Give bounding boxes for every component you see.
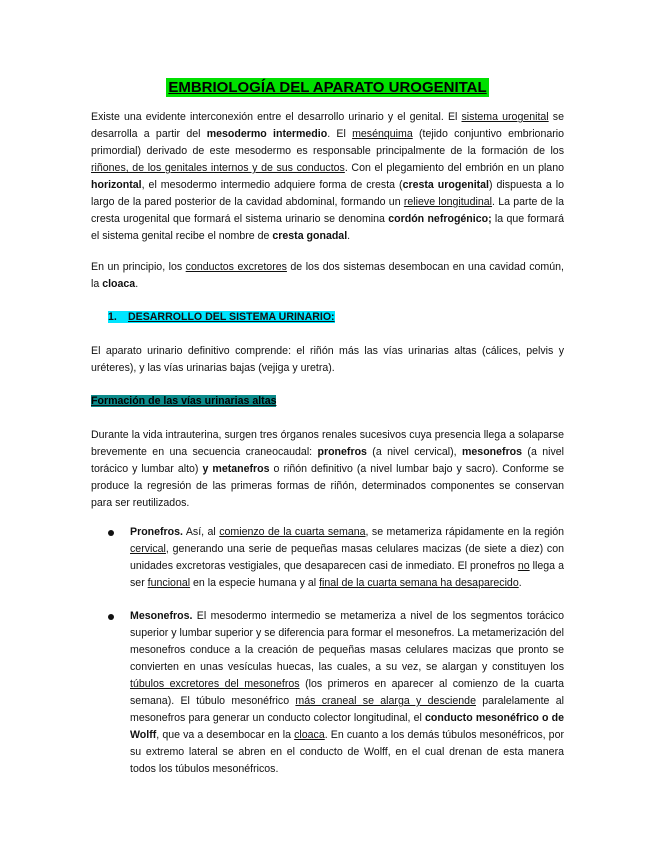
bold-text: mesonefros (462, 446, 523, 458)
underlined-text: no (517, 560, 530, 572)
text-run: En un principio, los (91, 261, 186, 273)
bold-text: Pronefros. (130, 526, 183, 538)
bold-text: pronefros (317, 446, 367, 458)
subheading-text: Formación de las vías urinarias altas (91, 395, 277, 407)
text-run: . En cuanto a los demás túbulos mesonéfricos, por su extremo lateral se abren en el conducto de Wolff, en el cual drenan de esta manera todos los túbulos mesonéfricos. (130, 729, 564, 775)
underlined-text: relieve longitudinal (403, 196, 492, 208)
text-run: paralelamente al mesonefros para generar un conducto colector longitudinal, el (130, 695, 564, 724)
text-run: . Con el plegamiento del embrión en un plano (344, 162, 564, 174)
cloaca-paragraph (91, 259, 564, 293)
section-heading-1 (108, 309, 335, 326)
underlined-text: sistema urogenital (461, 111, 549, 123)
text-run: (a nivel torácico y lumbar alto) (91, 446, 564, 475)
text-run: , se metameriza rápidamente en la región (365, 526, 565, 538)
subheading (91, 393, 276, 410)
section-title: DESARROLLO DEL SISTEMA URINARIO: (128, 311, 335, 323)
text-run: (tejido conjuntivo embrionario primordial) derivado de este mesodermo es responsable principalmente de la formación de los (91, 128, 565, 157)
text-run: o riñón definitivo (a nivel lumbar bajo y sacro). Conforme se produce la regresión de las primeras formas de riñón, determinados componentes se conservan para ser reutilizados. (91, 463, 564, 509)
underlined-text: comienzo de la cuarta semana (219, 526, 366, 538)
underlined-text: riñones, de los genitales internos y de sus conductos (91, 162, 345, 174)
text-run: El mesodermo intermedio se metameriza a nivel de los segmentos torácico superior y lumbar superior y se diferencia para formar el mesonefros. La metamerización del mesonefros conduce a la creación de pequeñas masas celulares macizas que pronto se convierten en unas vesículas huecas, las cuales, a su vez, se alargan y constituyen los (130, 610, 564, 673)
text-run: ) dispuesta a lo largo de la pared posterior de la cavidad abdominal, formando un (91, 179, 564, 208)
text-run: en la especie humana y al (190, 577, 320, 589)
text-run: . (518, 577, 522, 589)
bold-text: mesodermo intermedio (206, 128, 328, 140)
text-run: , que va a desembocar en la (156, 729, 295, 741)
text-run: , el mesodermo intermedio adquiere forma de cresta ( (141, 179, 403, 191)
document-title: EMBRIOLOGÍA DEL APARATO UROGENITAL (168, 79, 487, 96)
bold-text: cloaca (102, 278, 136, 290)
text-run: . (135, 278, 139, 290)
underlined-text: final de la cuarta semana ha desaparecido (319, 577, 519, 589)
underlined-text: más craneal se alarga y desciende (295, 695, 476, 707)
text-run: , generando una serie de pequeñas masas celulares macizas (de siete a diez) con unidades excretoras vestigiales, que desaparecen casi de inmediato. El pronefros (130, 543, 564, 572)
renal-organs-paragraph (91, 427, 564, 512)
bold-text: y (202, 463, 209, 475)
bold-text: cordón nefrogénico; (388, 213, 492, 225)
underlined-text: funcional (147, 577, 191, 589)
list-item-pronefros (130, 524, 564, 592)
bold-text: metanefros (212, 463, 270, 475)
text-run: Existe una evidente interconexión entre el desarrollo urinario y el genital. El (91, 111, 462, 123)
text-run: la que formará el sistema genital recibe el nombre de (91, 213, 564, 242)
underlined-text: túbulos excretores del mesonefros (130, 678, 300, 690)
bold-text: cresta urogenital (402, 179, 490, 191)
underlined-text: cervical (130, 543, 166, 555)
bold-text: conducto mesonéfrico o de Wolff (130, 712, 564, 741)
text-run: . (347, 230, 351, 242)
list-item-mesonefros (130, 608, 564, 778)
text-run: se desarrolla a partir del (91, 111, 564, 140)
underlined-text: cloaca (294, 729, 325, 741)
text-run: . La parte de la cresta urogenital que formará el sistema urinario se denomina (91, 196, 564, 225)
text-run: Durante la vida intrauterina, surgen tres órganos renales sucesivos cuya presencia llega a solaparse brevemente en una secuencia craneocaudal: (91, 429, 564, 458)
bullet-icon (108, 614, 114, 620)
bold-text: cresta gonadal (272, 230, 348, 242)
intro-paragraph (91, 109, 564, 245)
text-run: . El (327, 128, 353, 140)
bold-text: horizontal (91, 179, 142, 191)
text-run: (a nivel cervical), (366, 446, 462, 458)
bold-text: Mesonefros. (130, 610, 193, 622)
title-container (0, 78, 655, 98)
urinary-apparatus-paragraph: El aparato urinario definitivo comprende: el riñón más las vías urinarias altas (cálices, pelvis y uréteres), y las vías urinarias bajas (vejiga y uretra). (91, 345, 564, 374)
underlined-text: mesénquima (352, 128, 413, 140)
underlined-text: conductos excretores (185, 261, 287, 273)
text-run: llega a ser (130, 560, 564, 589)
text-run: de los dos sistemas desembocan en una cavidad común, la (91, 261, 564, 290)
bullet-icon (108, 530, 114, 536)
section-number: 1. (108, 311, 117, 323)
text-run: (los primeros en aparecer al comienzo de la cuarta semana). El túbulo mesonéfrico (130, 678, 564, 707)
text-run: Así, al (182, 526, 220, 538)
